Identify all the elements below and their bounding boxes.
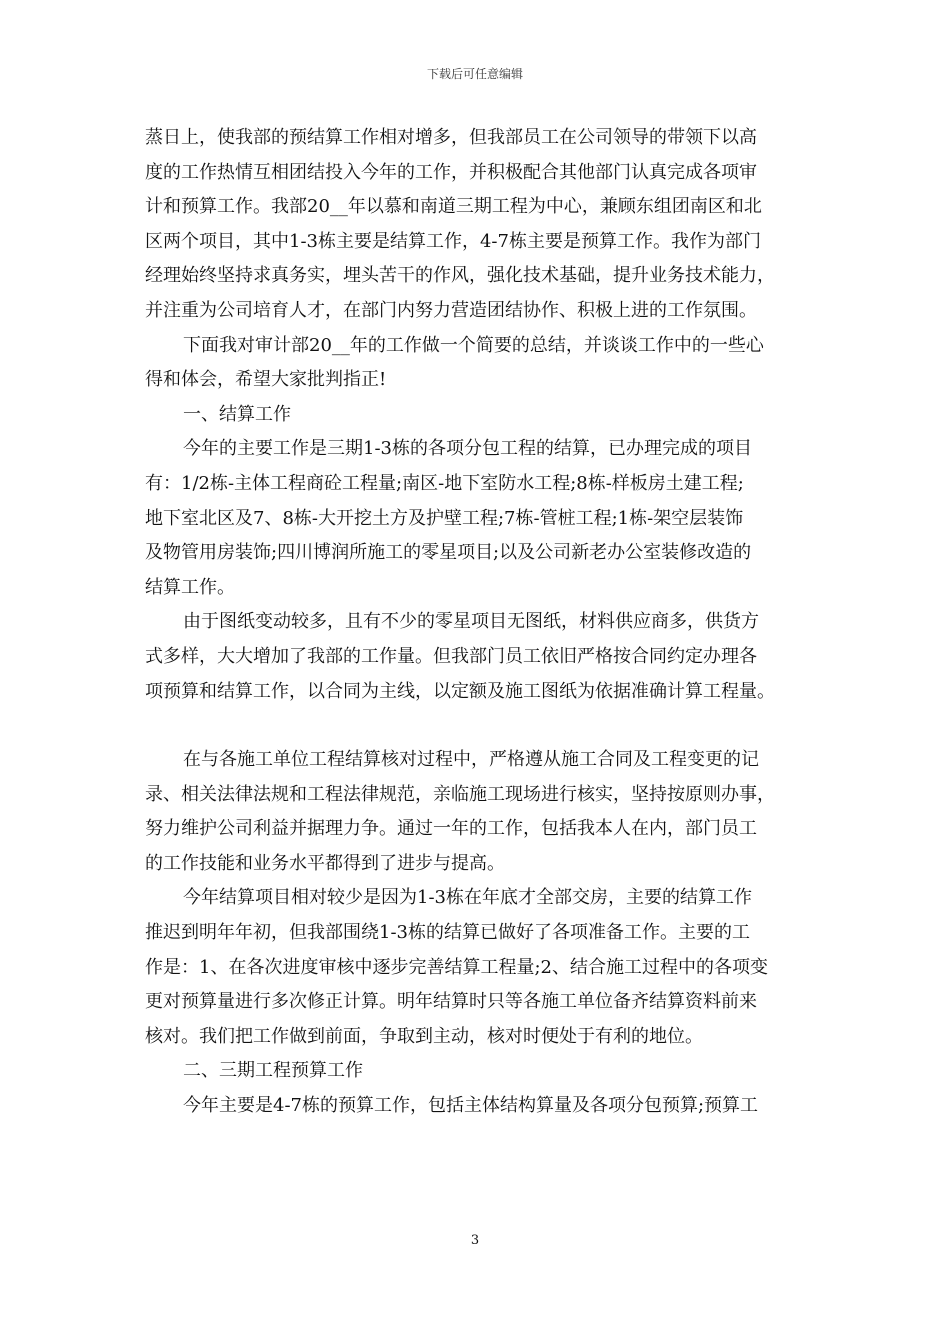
document-body [145, 121, 815, 1124]
paragraph-line: 作是：1、在各次进度审核中逐步完善结算工程量;2、结合施工过程中的各项变 [145, 956, 768, 978]
page-header: 下载后可任意编辑 [426, 67, 523, 81]
paragraph-line: 录、相关法律法规和工程法律规范，亲临施工现场进行核实，坚持按原则办事， [145, 783, 775, 805]
paragraph-line: 核对。我们把工作做到前面，争取到主动，核对时便处于有利的地位。 [145, 1025, 703, 1047]
paragraph-line: 的工作技能和业务水平都得到了进步与提高。 [145, 852, 505, 874]
paragraph-line: 及物管用房装饰;四川博润所施工的零星项目;以及公司新老办公室装修改造的 [145, 542, 752, 564]
paragraph-line: 由于图纸变动较多，且有不少的零星项目无图纸，材料供应商多，供货方 [183, 611, 759, 633]
paragraph-line: 并注重为公司培育人才，在部门内努力营造团结协作、积极上进的工作氛围。 [145, 299, 757, 321]
paragraph-line: 更对预算量进行多次修正计算。明年结算时只等各施工单位备齐结算资料前来 [145, 991, 757, 1013]
paragraph-line: 下面我对审计部20__年的工作做一个简要的总结，并谈谈工作中的一些心 [183, 334, 764, 356]
paragraph-line: 在与各施工单位工程结算核对过程中，严格遵从施工合同及工程变更的记 [183, 749, 759, 771]
section-heading: 一、结算工作 [183, 403, 291, 425]
paragraph-line: 今年的主要工作是三期1-3栋的各项分包工程的结算，已办理完成的项目 [183, 438, 752, 460]
paragraph-line: 度的工作热情互相团结投入今年的工作，并积极配合其他部门认真完成各项审 [145, 161, 757, 183]
paragraph-line: 式多样，大大增加了我部的工作量。但我部门员工依旧严格按合同约定办理各 [145, 645, 757, 667]
blank-gap [145, 709, 815, 743]
section-heading: 二、三期工程预算工作 [183, 1060, 363, 1082]
paragraph-line: 得和体会，希望大家批判指正! [145, 369, 387, 391]
paragraph-line: 地下室北区及7、8栋-大开挖土方及护壁工程;7栋-管桩工程;1栋-架空层装饰 [145, 507, 744, 529]
paragraph-line: 今年结算项目相对较少是因为1-3栋在年底才全部交房，主要的结算工作 [183, 887, 752, 909]
paragraph-line: 结算工作。 [145, 576, 235, 598]
paragraph-line: 蒸日上，使我部的预结算工作相对增多，但我部员工在公司领导的带领下以高 [145, 127, 757, 148]
page-number: 3 [470, 1233, 480, 1248]
paragraph-line: 努力维护公司利益并据理力争。通过一年的工作，包括我本人在内，部门员工 [145, 818, 757, 840]
paragraph-line: 有：1/2栋-主体工程商砼工程量;南区-地下室防水工程;8栋-样板房土建工程; [145, 472, 744, 494]
paragraph-line: 计和预算工作。我部20__年以慕和南道三期工程为中心，兼顾东组团南区和北 [145, 196, 762, 218]
paragraph-line: 今年主要是4-7栋的预算工作，包括主体结构算量及各项分包预算;预算工 [183, 1095, 759, 1117]
paragraph-line: 项预算和结算工作，以合同为主线，以定额及施工图纸为依据准确计算工程量。 [145, 680, 775, 702]
paragraph-line: 区两个项目，其中1-3栋主要是结算工作，4-7栋主要是预算工作。我作为部门 [145, 230, 761, 252]
paragraph-line: 推迟到明年年初，但我部围绕1-3栋的结算已做好了各项准备工作。主要的工 [145, 922, 750, 944]
paragraph-line: 经理始终坚持求真务实，埋头苦干的作风，强化技术基础，提升业务技术能力， [145, 265, 775, 287]
